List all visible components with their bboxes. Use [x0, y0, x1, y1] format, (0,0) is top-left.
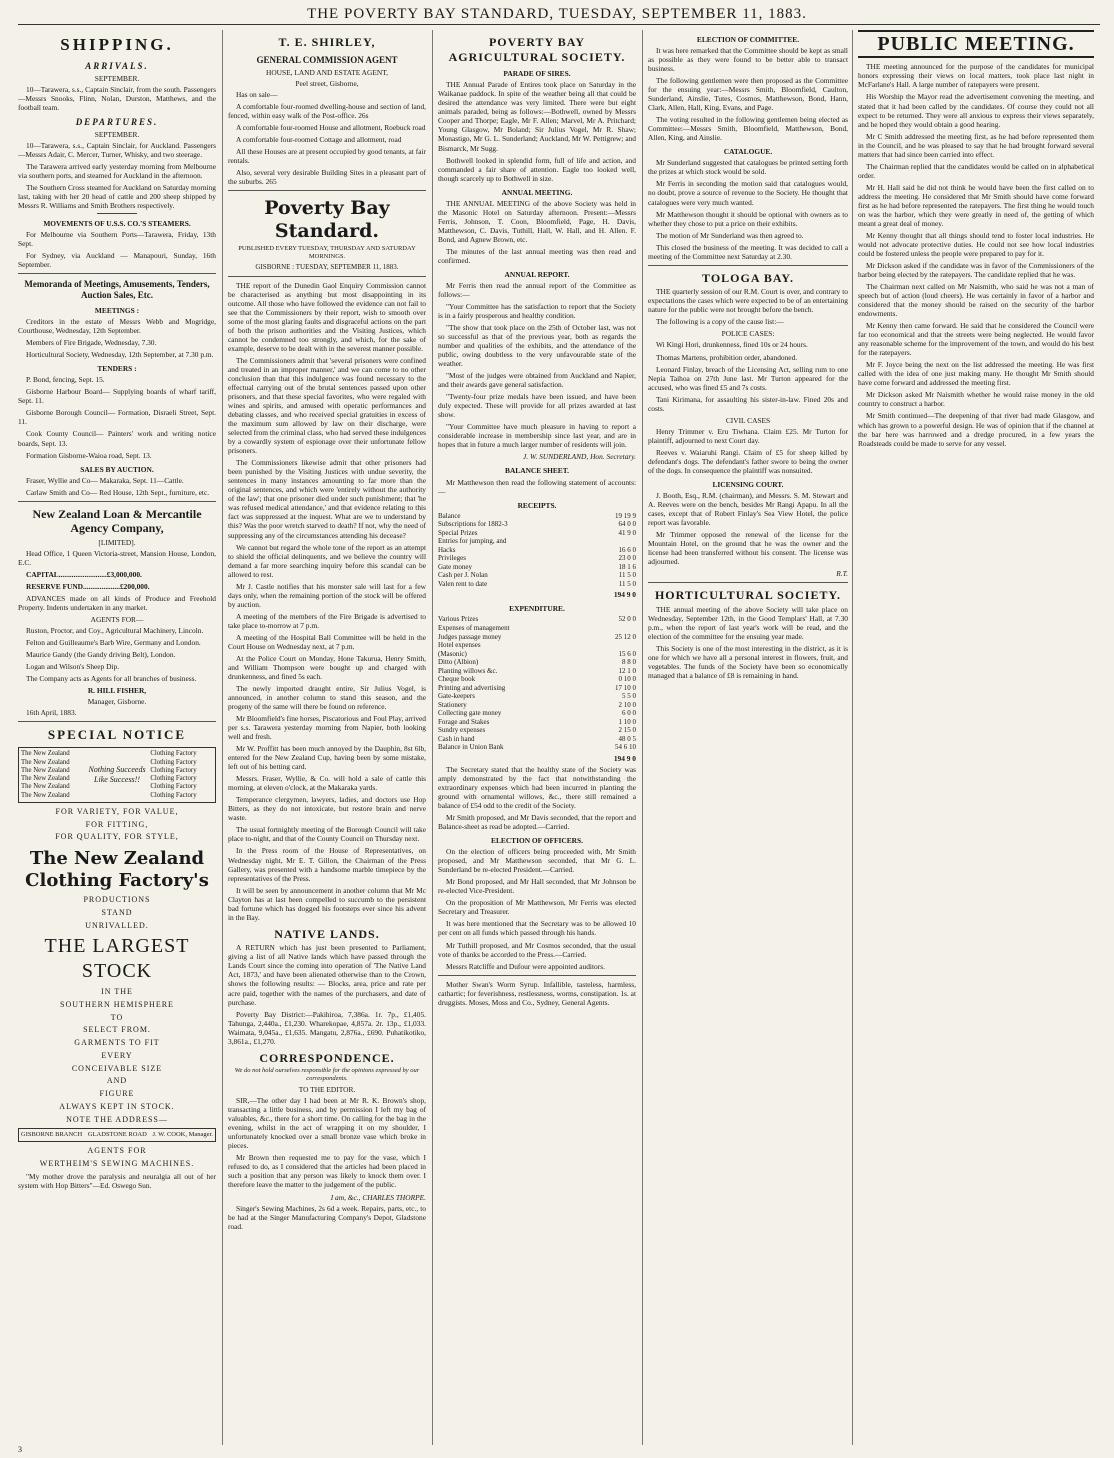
- native-lands-paragraph: Poverty Bay District:—Pakihiroa, 7,386a. 1r. 7p., £1,405. Tahunga, 2,440a., £1,230. Wharekopae, 4,857a. 2r. 13p., £1,033. Waimata, 9,045a., £1,635. Mangatu, 2,876a., £690. Puhatikotiko, 3,861a., £1,270.: [228, 1009, 426, 1046]
- expenditure-table: [438, 615, 636, 752]
- nzloan-heading: New Zealand Loan & Mercantile Agency Company,: [32, 506, 202, 536]
- receipt-row-label: Balance: [438, 511, 461, 520]
- divider: [18, 501, 216, 502]
- report-heading: ANNUAL REPORT.: [504, 269, 570, 279]
- agent-entry: Maurice Gandy (the Gandy driving Belt), London.: [26, 650, 176, 660]
- expenditure-row-amount: 12 1 0: [618, 666, 636, 675]
- police-cases-heading: POLICE CASES:: [721, 329, 775, 339]
- expenditure-row: [438, 735, 636, 744]
- ad-line: PRODUCTIONS: [83, 895, 151, 905]
- public-meeting-paragraph: His Worship the Mayor read the advertisement convening the meeting, and stated that it had been called by the candidates. Of course they could not all expect to be returned. They were all anxious to express their views separately, and he hoped they would obtain a good hearing.: [858, 92, 1094, 129]
- annual-heading: ANNUAL MEETING.: [501, 187, 573, 197]
- local-news: Mr Bloomfield's fine horses, Piscatorious and Foul Play, arrived per s.s. Tarawera yesterday morning from Napier, both looking well and fresh.: [228, 714, 426, 742]
- report-signature: J. W. SUNDERLAND, Hon. Secretary.: [523, 452, 636, 462]
- address-box: [18, 1128, 216, 1142]
- masthead-rule: [18, 24, 1100, 25]
- report-paragraph: Mr Ferris then read the annual report of the Committee as follows:—: [438, 280, 636, 299]
- shirley-address: Peel street, Gisborne,: [295, 78, 359, 88]
- public-meeting-paragraph: The Chairman next called on Mr Naismith, who said he was not a man of speech but of action (loud cheers). He was certainly in favor of a harbor and considered that the money should be raised on the security of the harbor endowments.: [858, 282, 1094, 319]
- ad-line: SELECT FROM.: [83, 1025, 151, 1035]
- receipt-row-label: Valen rent to date: [438, 579, 488, 588]
- arrivals-heading: ARRIVALS.: [85, 60, 149, 71]
- shirley-name: T. E. SHIRLEY,: [278, 35, 376, 49]
- sale-item: All these Houses are at present occupied by good tenants, at fair rentals.: [228, 146, 426, 165]
- horticultural-paragraph: THE annual meeting of the above Society will take place on Wednesday, September 12th, in the Good Templars' Hall, at 7.30 p.m., when the report of last year's work will be read, and the election of the committee for the ensuing year made.: [648, 604, 848, 641]
- manager-name: R. HILL FISHER,: [87, 686, 147, 696]
- nz-row: The New Zealand: [21, 775, 70, 783]
- tologa-paragraph: THE quarterly session of our R.M. Court is over, and contrary to expectations the cases which were expected to be of an entertaining nature for the public were not brought before the bench.: [648, 287, 848, 315]
- shipping-heading: SHIPPING.: [60, 35, 174, 54]
- receipts-total: 194 9 0: [613, 590, 636, 600]
- civil-cases-heading: CIVIL CASES: [725, 415, 771, 425]
- tender-entry: Formation Gisborne-Waioa road, Sept. 13.: [26, 450, 152, 460]
- expenditure-row-label: Various Prizes: [438, 615, 479, 624]
- receipt-row: [438, 580, 636, 589]
- cf-column: [150, 750, 213, 800]
- expenditure-row-amount: 0 10 0: [618, 675, 636, 684]
- uss-entry: For Sydney, via Auckland — Manapouri, Sunday, 16th September.: [18, 251, 216, 270]
- report-paragraph: "The show that took place on the 25th of October last, was not so successful as that of the previous year, both as regards the number and qualities of the exhibits, and the attendance of the public, owing doubtless to the very unfavourable state of the weather.: [438, 323, 636, 369]
- horticultural-paragraph: This Society is one of the most interesting in the district, as it is one for which we have all a personal interest in flowers, fruit, and vegetables. The funds of the Society have been so economically managed that a balance of £8 is remaining in hand.: [648, 643, 848, 681]
- uss-heading: MOVEMENTS OF U.S.S. CO.'S STEAMERS.: [43, 219, 191, 229]
- parade-paragraph: Bothwell looked in splendid form, full of life and action, and commanded a fair share of attention. Eagle too looked well, though scarcely up to Bothwell in size.: [438, 155, 636, 183]
- report-paragraph: "Twenty-four prize medals have been issued, and have been duly expected. These will provide for all prizes awarded at last show.: [438, 392, 636, 420]
- local-news: The usual fortnightly meeting of the Borough Council will take place to-night, and that of the County Council on Thursday next.: [228, 825, 426, 844]
- meeting-entry: Members of Fire Brigade, Wednesday, 7.30.: [26, 338, 157, 348]
- expenditure-row: [438, 684, 636, 693]
- expenditure-row-amount: 15 6 0: [618, 649, 636, 658]
- local-news: At the Police Court on Monday, Hone Takurua, Henry Smith, and William Thompson were bought up and charged with drunkenness, and fined 5s each.: [228, 653, 426, 681]
- expenditure-row: [438, 624, 636, 633]
- tologa-paragraph: Leonard Finlay, breach of the Licensing Act, selling rum to one Nepia Taihoa on 27th June last. Mr Turton appeared for the accused, who was fined £5 and 7s costs.: [648, 364, 848, 392]
- receipt-row-label: Privileges: [438, 554, 466, 563]
- singers-ad: Singer's Sewing Machines, 2s 6d a week. Repairs, parts, etc., to be had at the Singer Manufacturing Company's Depot, Gladstone road.: [228, 1203, 426, 1231]
- receipt-row-label: Special Prizes: [438, 528, 478, 537]
- gladstone-road: GLADSTONE ROAD: [87, 1131, 147, 1139]
- public-meeting-paragraph: Mr Kenny then came forward. He said that he considered the Council were far too economical and that the streets were being neglected. He would favor any reasonable scheme for the improvement of the town, and would do his best for the ratepayers.: [858, 321, 1094, 358]
- catalogue-paragraph: Mr Ferris in seconding the motion said that catalogues would, no doubt, prove a source of revenue to the Society. He thought that catalogues were very much wanted.: [648, 179, 848, 207]
- ad-line: IN THE: [101, 987, 133, 997]
- expenditure-row: [438, 615, 636, 624]
- horticultural-heading: HORTICULTURAL SOCIETY.: [654, 588, 842, 603]
- expenditure-row: [438, 650, 636, 659]
- ad-line: NOTE THE ADDRESS—: [66, 1114, 168, 1124]
- receipt-row: [438, 537, 636, 546]
- parade-heading: PARADE OF SIRES.: [503, 69, 571, 79]
- tologa-paragraph: Thomas Martens, prohibition order, abandoned.: [656, 352, 798, 362]
- expenditure-row-label: Printing and advertising: [438, 683, 506, 692]
- receipt-row-label: Gate money: [438, 562, 473, 571]
- tologa-paragraph: Reeves v. Waiaruhi Rangi. Claim of £5 for sheep killed by defendant's dogs. The defendant's father swore to being the owner of the dogs. In consequence the plaintiff was nonsuited.: [648, 447, 848, 475]
- expenditure-row-amount: 17 10 0: [615, 683, 636, 692]
- expenditure-row: [438, 667, 636, 676]
- receipt-row: [438, 554, 636, 563]
- nz-clothing-title: The New Zealand Clothing Factory's: [25, 848, 209, 892]
- election-paragraph: It was here mentioned that the Secretary was to be allowed 10 per cent on all funds which passed through his hands.: [438, 919, 636, 938]
- expenditure-row: [438, 658, 636, 667]
- agri-heading: POVERTY BAY AGRICULTURAL SOCIETY.: [448, 35, 626, 64]
- gisborne-branch: GISBORNE BRANCH: [21, 1131, 83, 1139]
- column-3: [438, 30, 636, 1445]
- cf-row: Clothing Factory: [150, 758, 197, 766]
- cf-row: Clothing Factory: [150, 750, 197, 758]
- balance-intro: Mr Matthewson then read the following statement of accounts:—: [438, 477, 636, 496]
- divider: [228, 190, 426, 191]
- cf-row: Clothing Factory: [150, 783, 197, 791]
- dateline: GISBORNE : TUESDAY, SEPTEMBER 11, 1883.: [255, 263, 399, 272]
- report-paragraph: "Your Committee has the satisfaction to report that the Society is in a fairly prosperous and healthy condition.: [438, 301, 636, 320]
- receipt-row-label: Hacks: [438, 545, 456, 554]
- nz-row: The New Zealand: [21, 783, 70, 791]
- uss-entry: For Melbourne via Southern Ports—Tarawera, Friday, 13th Sept.: [18, 230, 216, 249]
- ad-line: FIGURE: [99, 1089, 135, 1099]
- tologa-paragraph: Henry Trimmer v. Eru Tiwhana. Claim £25. Mr Turton for plaintiff, adjourned to next Court day.: [648, 426, 848, 445]
- column-separator: [852, 30, 853, 1445]
- catalogue-paragraph: Mr Matthewson thought it should be optional with owners as to whether they chose to put a price on their exhibits.: [648, 209, 848, 228]
- editorial-paragraph: We cannot but regard the whole tone of the report as an attempt to shield the official delinquents, and we believe the country will demand a far more searching inquiry before this scandal can be allowed to rest.: [228, 542, 426, 579]
- local-news: Mr W. Proffitt has been much annoyed by the Dauphin, 8st 6lb, entered for the New Zealand Cup, having been by some mistake, left out of his betting card.: [228, 744, 426, 772]
- local-news: A meeting of the members of the Fire Brigade is advertised to take place to-morrow at 7 p.m.: [228, 611, 426, 630]
- shipping-note: The Tarawera arrived early yesterday morning from Melbourne via southern ports, and steamed for Auckland in the afternoon.: [18, 161, 216, 180]
- expenditure-row-amount: 48 0 5: [618, 734, 636, 743]
- agent-entry: Logan and Wilson's Sheep Dip.: [26, 662, 120, 672]
- ad-line: STAND: [101, 907, 133, 917]
- receipt-row-amount: 11 5 0: [618, 579, 636, 588]
- native-lands-heading: NATIVE LANDS.: [274, 926, 380, 941]
- sale-entry: Carlaw Smith and Co— Red House, 12th Sept., furniture, etc.: [26, 487, 210, 497]
- expenditure-row-label: Expenses of management: [438, 623, 510, 632]
- catalogue-paragraph: The motion of Mr Sunderland was then agreed to.: [656, 230, 804, 240]
- receipt-row-label: Subscriptions for 1882-3: [438, 520, 508, 529]
- expenditure-row-label: Judges passage money: [438, 632, 502, 641]
- meeting-entry: Horticultural Society, Wednesday, 12th September, at 7.30 p.m.: [26, 350, 214, 360]
- expenditure-row: [438, 726, 636, 735]
- tologa-paragraph: Tani Kirimana, for assaulting his sister-in-law. Fined 20s and costs.: [648, 394, 848, 413]
- editorial-paragraph: The Commissioners admit that 'several prisoners were confined and treated in an improper manner,' and we can come to no other conclusion than that this indulgence was found necessary to the effectual carrying out of the brutal sentences passed upon other prisoners, and that these special favorites, who were regaled with wines and spirits, and amused with operatic performances and debating classes, and who received special gratuities in excess of the maximum sum allowed by law on their discharge, were selected from the criminal class, who had served these indulgences by a cowardly system of espionage over their unfortunate fellow prisoners.: [228, 355, 426, 456]
- election-committee-heading: ELECTION OF COMMITTEE.: [696, 35, 800, 44]
- election-paragraph: Messrs Ratcliffe and Dufour were appointed auditors.: [446, 961, 605, 971]
- expenditure-row: [438, 633, 636, 642]
- expenditure-row-amount: [596, 641, 636, 650]
- capital-line: CAPITAL..........................£3,000,000.: [26, 570, 142, 580]
- ad-line: FOR QUALITY, FOR STYLE,: [55, 832, 179, 842]
- arrival-entry: 10—Tarawera, s.s., Captain Sinclair, from the south. Passengers—Messrs Snooks, Flinn, Nolan, Durston, Matthews, and the football team.: [18, 84, 216, 112]
- receipt-row-amount: 23 0 0: [618, 554, 636, 563]
- public-meeting-paragraph: Mr Dickson asked Mr Naismith whether he would raise money in the old country to construct a harbor.: [858, 390, 1094, 409]
- column-1: [18, 30, 216, 1445]
- ad-line: FOR FITTING,: [85, 819, 149, 829]
- paper-name: Poverty Bay Standard.: [264, 196, 390, 243]
- receipt-row-amount: 41 9 0: [618, 528, 636, 537]
- report-paragraph: "Your Committee have much pleasure in having to report a considerable increase in membership since last year, and are in hopes that in future a much larger number of residents will join.: [438, 422, 636, 450]
- expenditure-row: [438, 709, 636, 718]
- agents-heading: AGENTS FOR—: [90, 615, 144, 625]
- ad-line: GARMENTS TO FIT: [74, 1038, 160, 1048]
- to-editor: TO THE EDITOR.: [298, 1085, 356, 1095]
- catalogue-heading: CATALOGUE.: [723, 147, 773, 157]
- local-news: Temperance clergymen, lawyers, ladies, and doctors use Hop Bitters, as they do not intoxicate, but restore brain and nerve waste.: [228, 795, 426, 823]
- annual-paragraph: THE ANNUAL MEETING of the above Society was held in the Masonic Hotel on Saturday afternoon. Present:—Messrs Ferris, Johnson, T. Coon, Bloomfield, Page, H. Davis, Matthewson, C. Davis, Tuthill, Hall, W. Hall, and H. Allen. F. Bond, and Agnew Brown, etc.: [438, 198, 636, 244]
- correspondent-initials: R.T.: [836, 569, 848, 579]
- election-committee-paragraph: It was here remarked that the Committee should be kept as small as possible as they were found to be better able to transact business.: [648, 46, 848, 74]
- expenditure-row: [438, 641, 636, 650]
- special-notice-box: [18, 747, 216, 803]
- election-committee-paragraph: The following gentlemen were then proposed as the Committee for the ensuing year:—Messrs Smith, Bloomfield, Caulton, Sunderland, Ainslie, Tutes, Cosmos, Matthewson, Bond, Hann, Clark, Allen, Hall, King, Evans, and Page.: [648, 76, 848, 113]
- ad-line: SOUTHERN HEMISPHERE: [60, 999, 174, 1009]
- tender-entry: Cook County Council— Painters' work and writing notice boards, Sept. 13.: [18, 429, 216, 448]
- balance-heading: BALANCE SHEET.: [505, 466, 569, 476]
- expenditure-row-amount: 54 6 10: [615, 743, 636, 752]
- nz-row: The New Zealand: [21, 758, 70, 766]
- expenditure-row-amount: 25 12 0: [615, 632, 636, 641]
- public-meeting-paragraph: Mr C Smith addressed the meeting first, as he had before represented them in the Council, and he was pleased to say that he had brought forward several matters that had since been carried into effect.: [858, 131, 1094, 159]
- hop-bitters-quote: "My mother drove the paralysis and neuralgia all out of her system with Hop Bitters"—Ed. Oswego Sun.: [18, 1171, 216, 1190]
- expenditure-row-label: Planting willows &c.: [438, 666, 498, 675]
- catalogue-paragraph: This closed the business of the meeting. It was decided to call a meeting of the Committee next Saturday at 2.30.: [648, 242, 848, 261]
- public-meeting-paragraph: The Chairman replied that the candidates would be called on in alphabetical order.: [858, 161, 1094, 180]
- divider: [18, 273, 216, 274]
- expenditure-row-amount: 5 5 0: [622, 692, 636, 701]
- expenditure-row-label: Forage and Stakes: [438, 717, 490, 726]
- departures-month: SEPTEMBER.: [94, 129, 140, 139]
- local-news: Mr J. Castle notifies that his monster sale will last for a few days only, when the remaining portion of the stock will be offered by auction.: [228, 581, 426, 609]
- shipping-note: The Southern Cross steamed for Auckland on Saturday morning last, taking with her 20 head of cattle and 200 sheep shipped by Messrs R. Williams and Smith Brothers respectively.: [18, 182, 216, 211]
- shirley-sub: HOUSE, LAND AND ESTATE AGENT,: [265, 67, 389, 77]
- divider: [228, 276, 426, 277]
- editorial-paragraph: THE report of the Dunedin Gaol Enquiry Commission cannot be characterised as anything but most disappointing in its outcome. All those who have followed the evidence can not fail to see that the Commissioners by their report, wish to smooth over some of the most glaring faults and disgraceful actions on the part of both the prison authorities and the Visiting Justices, which cannot be condemned too strongly, and which, for the sake of example, deserve to be dealt with in the severest manner possible.: [228, 280, 426, 353]
- column-4: [648, 30, 848, 1445]
- meetings-heading: MEETINGS :: [94, 306, 140, 316]
- nz-row: The New Zealand: [21, 791, 70, 799]
- letter-paragraph: Mr Brown then requested me to pay for the vase, which I refused to do, as I considered that the articles had been placed in such a position that any person was likely to knock them over. I therefore leave the matter to the judgement of the public.: [228, 1153, 426, 1190]
- public-meeting-paragraph: THE meeting announced for the purpose of the candidates for municipal honors expressing their views on local matters, took place last night in McFarlane's Hall. A large number of ratepayers were present.: [858, 62, 1094, 90]
- local-news: In the Press room of the House of Representatives, on Wednesday night, Mr E. T. Gillon, the Chairman of the Press Gallery, was presented with a handsome marble timepiece by the representatives of the Press.: [228, 846, 426, 883]
- ad-line: AGENTS FOR: [87, 1146, 147, 1156]
- expenditure-row-label: Balance in Union Bank: [438, 743, 504, 752]
- agri-paragraph: The Secretary stated that the healthy state of the Society was amply demonstrated by the fact that notwithstanding the extraordinary expenses which had been incurred in planting the ground with ornamental willows, &c., there still remained a balance of £54 odd to the credit of the Society.: [438, 764, 636, 811]
- public-meeting-heading: PUBLIC MEETING.: [858, 30, 1094, 58]
- letter-paragraph: SIR,—The other day I had been at Mr R. K. Brown's shop, transacting a little business, and by permission I left my bag of valuables, &c., there for a short time. On calling for the bag in the evening, whilst in the act of wrapping it on my shoulder, I unfortunately knocked over a small bronze vase which broke in pieces.: [228, 1096, 426, 1151]
- expenditure-row-label: Collecting gate money: [438, 709, 502, 718]
- licensing-paragraph: Mr Trimmer opposed the renewal of the license for the Mountain Hotel, on the ground that he was the owner and the license had been transferred without his consent. The license was adjourned.: [648, 530, 848, 567]
- sale-entry: Fraser, Wyllie and Co— Makaraka, Sept. 11—Cattle.: [26, 475, 184, 485]
- receipt-row: [438, 512, 636, 521]
- receipts-table: [438, 512, 636, 589]
- published-line: PUBLISHED EVERY TUESDAY, THURSDAY AND SATURDAY MORNINGS.: [238, 245, 416, 261]
- expenditure-row: [438, 718, 636, 727]
- cf-row: Clothing Factory: [150, 766, 197, 774]
- editorial-paragraph: The Commissioners likewise admit that other prisoners had been punished by the Visiting Justices with undue severity, the sentences in many instances amounting to far more than the original sentences, and which were 'entirely without the authority of the law'; that one prisoner died under such punishment; that 'he was refused medical attendance,' and that evidence relating to this fact was suppressed at the inquest. What are we to understand by this? Was the poor wretch starved to death? If not, why the need of suppressing any of the circumstances attending his decease?: [228, 458, 426, 540]
- agent-entry: Ruston, Proctor, and Coy., Agricultural Machinery, Lincoln.: [26, 626, 204, 636]
- election-paragraph: On the proposition of Mr Matthewson, Mr Ferris was elected Secretary and Treasurer.: [438, 898, 636, 917]
- receipt-row: [438, 546, 636, 555]
- expenditure-row-amount: 1 10 0: [618, 717, 636, 726]
- public-meeting-paragraph: Mr Kenny thought that all things should tend to foster local industries. He would not advocate protective duties. He could not see how local industries could be fostered unless the people were prepared to pay for it.: [858, 230, 1094, 258]
- expenditure-row-amount: 52 0 0: [618, 615, 636, 624]
- receipt-row: [438, 529, 636, 538]
- receipt-row-label: Cash per J. Nolan: [438, 571, 488, 580]
- page-number: 3: [18, 1445, 22, 1454]
- ad-line: EVERY: [101, 1050, 133, 1060]
- sale-intro: Has on sale—: [236, 89, 278, 99]
- receipt-row-label: Entries for jumping, and: [438, 537, 507, 546]
- sale-item: A comfortable four-roomed Cottage and allotment, road: [236, 134, 402, 144]
- sale-item: A comfortable four-roomed House and allotment, Roebuck road: [236, 122, 426, 132]
- nz-row: The New Zealand: [21, 766, 70, 774]
- receipt-row: [438, 571, 636, 580]
- licensing-paragraph: J. Booth, Esq., R.M. (chairman), and Messrs. S. M. Stewart and A. Reeves were on the bench, besides Mr Rangi Apapu. In all the cases, except that of Robert Finlay's Sea View Hotel, the police report was favorable.: [648, 490, 848, 527]
- expenditure-row-label: Ditto (Albion): [438, 658, 479, 667]
- receipt-row-amount: 11 5 0: [618, 571, 636, 580]
- tologa-heading: TOLOGA BAY.: [702, 270, 794, 285]
- column-2: [228, 30, 426, 1445]
- expenditure-row-label: Cash in hand: [438, 734, 475, 743]
- election-committee-paragraph: The voting resulted in the following gentlemen being elected as Committee:—Messrs Smith, Bloomfield, Matthewson, Bond, Allen, King, and Ainslie.: [648, 115, 848, 143]
- receipts-heading: RECEIPTS.: [517, 500, 557, 510]
- receipt-row: [438, 520, 636, 529]
- tender-entry: P. Bond, fencing, Sept. 15.: [26, 375, 105, 385]
- tologa-paragraph: The following is a copy of the cause list:—: [656, 317, 784, 327]
- nz-row: The New Zealand: [21, 750, 70, 758]
- sale-item: A comfortable four-roomed dwelling-house and section of land, fenced, within easy walk of the Post-office. 26s: [228, 101, 426, 120]
- election-paragraph: Mr Bond proposed, and Mr Hall seconded, that Mr Johnson be re-elected Vice-President.: [438, 877, 636, 896]
- expenditure-row: [438, 692, 636, 701]
- correspondence-note: We do not hold ourselves responsible for the opinions expressed by our correspondents.: [234, 1067, 420, 1083]
- agent-entry: Felton and Guilleaume's Barb Wire, Germany and London.: [26, 638, 201, 648]
- correspondence-heading: CORRESPONDENCE.: [259, 1050, 395, 1065]
- advances-text: ADVANCES made on all kinds of Produce and Freehold Property. Indents undertaken in any market.: [18, 594, 216, 613]
- parade-paragraph: THE Annual Parade of Entires took place on Saturday in the Waikanae paddock. In spite of the weather being all that could be desired the attendance was very limited. There were but eight animals paraded, being as follows:—Bothwell, owned by Messrs Cooper and Thorpe; Eagle, Mr F. Allen; Marvel, Mr A. Pritchard; Young Glasgow, Mr Boland; Sir Julius Vogel, Mr R. Shaw; Monastigo, Mr G. L. Sunderland; Auckland, Mr W. Pettigrew; and Bismarck, Mr Sugg.: [438, 80, 636, 153]
- receipt-row: [438, 563, 636, 572]
- nothing-succeeds: Nothing Succeeds Like Success!!: [88, 765, 146, 785]
- sale-item: Also, several very desirable Building Sites in a pleasant part of the suburbs. 265: [228, 167, 426, 186]
- tologa-paragraph: Wi Kingi Hori, drunkenness, fined 10s or 24 hours.: [656, 340, 808, 350]
- expenditure-row: [438, 675, 636, 684]
- cf-row: Clothing Factory: [150, 775, 197, 783]
- departure-entry: 10—Tarawera, s.s., Captain Sinclair, for Auckland. Passengers—Messrs Adair, C. Mercer, Turner, Whisky, and two steerage.: [18, 140, 216, 159]
- divider: [97, 213, 137, 214]
- divider: [648, 582, 848, 583]
- ad-line: AND: [106, 1076, 128, 1086]
- ad-line: ALWAYS KEPT IN STOCK.: [59, 1101, 175, 1111]
- date-line: 16th April, 1883.: [26, 708, 77, 718]
- expenditure-row-label: Gate-keepers: [438, 692, 475, 701]
- catalogue-paragraph: Mr Sunderland suggested that catalogues be printed setting forth the prizes at which stock would be sold.: [648, 158, 848, 177]
- column-separator: [642, 30, 643, 1445]
- expenditure-row-amount: 2 10 0: [618, 700, 636, 709]
- public-meeting-paragraph: Mr H. Hall said he did not think he would have been the first called on to address the meeting. He considered that Mr Smith should have come forward first as he had before represented the ratepayers. The first thing he would touch on was the harbor, which they were greatly in need of, the getting of which meant a great deal of money.: [858, 182, 1094, 228]
- divider: [648, 265, 848, 266]
- tender-entry: Gisborne Borough Council— Formation, Disraeli Street, Sept. 11.: [18, 408, 216, 427]
- ad-line: WERTHEIM'S SEWING MACHINES.: [39, 1159, 195, 1169]
- public-meeting-paragraph: Mr F. Joyce being the next on the list addressed the meeting. He was first called with the idea of one just making many. He thought Mr Smith should have come forward and addressed the meeting first.: [858, 360, 1094, 388]
- local-news: The newly imported draught entire, Sir Julius Vogel, is announced, in another column to stand this season, and the progeny of the same will there be found on reference.: [228, 683, 426, 712]
- sales-heading: SALES BY AUCTION.: [80, 464, 154, 474]
- nzloan-limited: [LIMITED].: [98, 537, 136, 547]
- expenditure-row-amount: 2 15 0: [618, 726, 636, 735]
- manager-title: Manager, Gisborne.: [87, 697, 147, 707]
- tender-entry: Gisborne Harbour Board— Supplying boards of wharf tariff, Sept. 11.: [18, 387, 216, 406]
- election-paragraph: On the election of officers being proceeded with, Mr Smith proposed, and Mr Matthewson seconded, that Mr G. L. Sunderland be re-elected President.—Carried.: [438, 847, 636, 875]
- masthead: THE POVERTY BAY STANDARD, TUESDAY, SEPTEMBER 11, 1883.: [307, 6, 807, 22]
- meeting-entry: Creditors in the estate of Messrs Webb and Mogridge, Courthouse, Wednesday, 12th September.: [18, 317, 216, 336]
- ad-line: TO: [110, 1012, 124, 1022]
- tenders-heading: TENDERS :: [97, 364, 137, 374]
- expenditure-row: [438, 701, 636, 710]
- memoranda-heading: Memoranda of Meetings, Amusements, Tenders, Auction Sales, Etc.: [24, 279, 210, 301]
- expenditure-row-amount: 8 8 0: [622, 658, 636, 667]
- cook-manager: J. W. COOK, Manager.: [152, 1131, 213, 1139]
- public-meeting-paragraph: Mr Smith continued—The deepening of that river had made Glasgow, and which has grown to a powerful design. He was of opinion that if the channel at the bar here was harrowed and a dredge procured, in a few years the Roadsteads could be made to serve for any vessel.: [858, 411, 1094, 448]
- expenditure-row-amount: [596, 624, 636, 633]
- ad-line: CONCEIVABLE SIZE: [71, 1063, 163, 1073]
- expenditure-heading: EXPENDITURE.: [509, 604, 565, 614]
- departures-heading: DEPARTURES.: [75, 116, 159, 127]
- divider: [438, 975, 636, 976]
- agent-entry: The Company acts as Agents for all branches of business.: [26, 674, 197, 684]
- reserve-line: RESERVE FUND....................£200,000.: [26, 582, 150, 592]
- nz-column: [21, 750, 84, 800]
- local-news: A meeting of the Hospital Ball Committee will be held in the Court House on Wednesday next, at 7 p.m.: [228, 632, 426, 651]
- receipt-row-amount: 16 6 0: [618, 545, 636, 554]
- column-separator: [432, 30, 433, 1445]
- divider: [18, 721, 216, 722]
- expenditure-row-amount: 6 0 0: [622, 709, 636, 718]
- expenditure-row-label: Sundry expenses: [438, 726, 486, 735]
- letter-signature: I am, &c., CHARLES THORPE.: [330, 1192, 426, 1202]
- receipt-row-amount: 18 1 6: [618, 562, 636, 571]
- public-meeting-paragraph: Mr Dickson asked if the candidate was in favor of the Commissioners of the harbor being elected by the ratepayers. The candidate replied that he was.: [858, 261, 1094, 280]
- election-paragraph: Mr Tuthill proposed, and Mr Cosmos seconded, that the usual vote of thanks be accorded to the Press.—Carried.: [438, 940, 636, 959]
- agri-paragraph: Mr Smith proposed, and Mr Davis seconded, that the report and Balance-sheet as read be adopted.—Carried.: [438, 813, 636, 832]
- expenditure-row-label: (Masonic): [438, 649, 467, 658]
- expenditure-row-label: Stationery: [438, 700, 467, 709]
- column-separator: [222, 30, 223, 1445]
- receipt-row-amount: 19 19 9: [615, 511, 636, 520]
- local-news: Messrs. Fraser, Wyllie, & Co. will hold a sale of cattle this morning, at eleven o'clock, at the Makaraka yards.: [228, 774, 426, 793]
- expenditure-total: 194 9 0: [613, 753, 636, 763]
- nzloan-office: Head Office, 1 Queen Victoria-street, Mansion House, London, E.C.: [18, 548, 216, 567]
- expenditure-row-label: Cheque book: [438, 675, 476, 684]
- special-notice-heading: SPECIAL NOTICE: [47, 727, 187, 743]
- ad-line: FOR VARIETY, FOR VALUE,: [55, 806, 179, 816]
- expenditure-row-label: Hotel expenses: [438, 641, 481, 650]
- expenditure-row: [438, 743, 636, 752]
- election-heading: ELECTION OF OFFICERS.: [491, 836, 583, 846]
- receipt-row-amount: [596, 537, 636, 546]
- cf-row: Clothing Factory: [150, 791, 197, 799]
- native-lands-paragraph: A RETURN which has just been presented to Parliament, giving a list of all Native lands which have passed through the Lands Court since the coming into operation of 'The Native Land Act, 1873,' and have been alienated otherwise than to the Crown, shows the following results: — Blocks, area, price and rate per acre paid, together with the names of the purchasers, and date of purchase.: [228, 943, 426, 1007]
- column-5: [858, 30, 1094, 1445]
- arrivals-month: SEPTEMBER.: [94, 73, 140, 83]
- ad-line: UNRIVALLED.: [85, 920, 149, 930]
- annual-paragraph: The minutes of the last annual meeting was then read and confirmed.: [438, 246, 636, 265]
- report-paragraph: "Most of the judges were obtained from Auckland and Napier, and their awards gave general satisfaction.: [438, 371, 636, 390]
- licensing-heading: LICENSING COURT.: [712, 479, 784, 489]
- largest-stock: THE LARGEST STOCK: [44, 935, 190, 982]
- worm-syrup-ad: Mother Swan's Worm Syrup. Infallible, tasteless, harmless, cathartic; for feverishness, restlessness, worms, constipation. 1s. at druggists. Moses, Moss and Co., Sydney, General Agents.: [438, 979, 636, 1007]
- local-news: It will be seen by announcement in another column that Mr Mc Clayton has at last been compelled to succumb to the persistent bad fortune which has dogged his footsteps ever since his advent in the Bay.: [228, 885, 426, 922]
- shirley-title: GENERAL COMMISSION AGENT: [256, 54, 398, 65]
- receipt-row-amount: 64 0 0: [618, 520, 636, 529]
